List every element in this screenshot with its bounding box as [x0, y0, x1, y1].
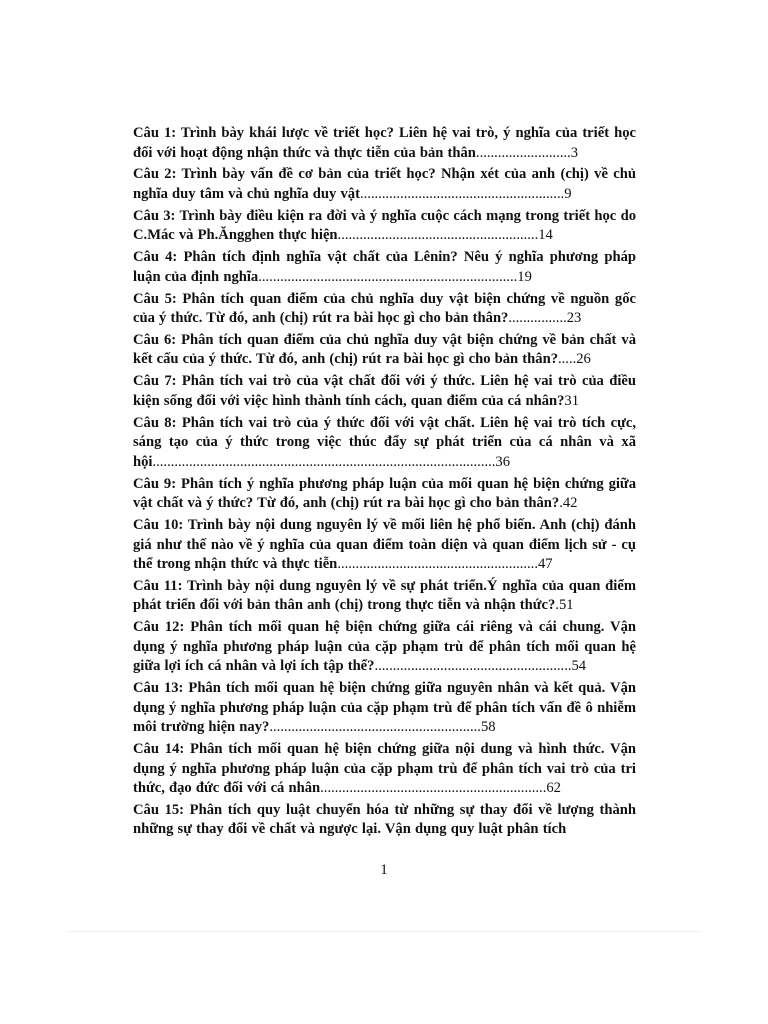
- toc-entry-title: Câu 6: Phân tích quan điểm của chủ nghĩa duy vật biện chứng về bản chất và kết cấu của ý thức. Từ đó, anh (chị) rút ra bài học gì cho bản thân?: [133, 331, 636, 368]
- toc-leader-dots: .....: [558, 351, 577, 368]
- toc-page-number: 36: [495, 453, 511, 470]
- toc-page-number: 42: [562, 495, 578, 512]
- toc-leader-dots: ................: [508, 310, 567, 327]
- toc-entry[interactable]: [133, 516, 636, 575]
- toc-entry[interactable]: [133, 679, 636, 738]
- toc-entry-title: Câu 11: Trình bày nội dung nguyên lý về sự phát triển.Ý nghĩa của quan điểm phát triển đối với bản thân anh (chị) trong thực tiễn và nhận thức?: [133, 577, 636, 614]
- toc-entry-title: Câu 8: Phân tích vai trò của ý thức đối với vật chất. Liên hệ vai trò tích cực, sáng tạo của ý thức trong việc thúc đẩy sự phát triển của cá nhân và xã hội: [133, 414, 636, 470]
- toc-entry[interactable]: [133, 740, 636, 799]
- toc-leader-dots: ..........................: [475, 144, 571, 161]
- toc-entry[interactable]: [133, 801, 636, 840]
- toc-page-number: 19: [517, 268, 532, 285]
- toc-entry[interactable]: [133, 290, 636, 329]
- toc-entry[interactable]: [133, 577, 636, 616]
- toc-entry-title: Câu 10: Trình bày nội dung nguyên lý về mối liên hệ phổ biến. Anh (chị) đánh giá như thế nào về ý nghĩa của quan điểm toàn diện và quan điểm lịch sử - cụ thể trong nhận thức và thực tiễn: [133, 517, 636, 573]
- toc-entry-title: Câu 5: Phân tích quan điểm của chủ nghĩa duy vật biện chứng về nguồn gốc của ý thức. Từ đó, anh (chị) rút ra bài học gì cho bản thân?: [133, 290, 636, 327]
- toc-leader-dots: ..........................................................: [269, 719, 481, 736]
- toc-entry-title: Câu 15: Phân tích quy luật chuyển hóa từ những sự thay đổi về lượng thành những sự thay đổi về chất và ngược lại. Vận dụng quy luật phân tích: [133, 801, 636, 838]
- toc-leader-dots: ........................................................: [359, 185, 565, 202]
- toc-leader-dots: .: [559, 495, 563, 512]
- toc-leader-dots: ......................................................: [374, 658, 572, 675]
- toc-leader-dots: ..............................................................: [320, 780, 547, 797]
- toc-leader-dots: ..............................................................................................: [152, 453, 496, 470]
- toc-leader-dots: .......................................................: [337, 556, 538, 573]
- toc-entry[interactable]: [133, 124, 636, 163]
- toc-page-number: 31: [564, 392, 580, 409]
- toc-entry[interactable]: [133, 475, 636, 514]
- page-bottom-divider: [68, 931, 700, 932]
- table-of-contents: [133, 124, 636, 842]
- toc-entry[interactable]: [133, 331, 636, 370]
- toc-entry[interactable]: [133, 165, 636, 204]
- toc-entry-title: Câu 9: Phân tích ý nghĩa phương pháp luận của mối quan hệ biện chứng giữa vật chất và ý thức? Từ đó, anh (chị) rút ra bài học gì cho bản thân?: [133, 475, 636, 512]
- toc-page-number: 54: [571, 658, 587, 675]
- toc-entry[interactable]: [133, 207, 636, 246]
- toc-entry-title: Câu 3: Trình bày điều kiện ra đời và ý nghĩa cuộc cách mạng trong triết học do C.Mác và Ph.Ăngghen thực hiện: [133, 207, 636, 244]
- toc-page-number: 51: [558, 597, 574, 614]
- toc-page-number: 47: [537, 556, 553, 573]
- page-number: 1: [380, 862, 388, 878]
- toc-entry-title: Câu 13: Phân tích mối quan hệ biện chứng giữa nguyên nhân và kết quả. Vận dụng ý nghĩa phương pháp luận của cặp phạm trù để phân tích vấn đề ô nhiễm môi trường hiện nay?: [133, 680, 636, 736]
- toc-entry[interactable]: [133, 414, 636, 473]
- toc-entry-title: Câu 7: Phân tích vai trò của vật chất đối với ý thức. Liên hệ vai trò của điều kiện sống đối với việc hình thành tính cách, quan điểm của cá nhân?: [133, 373, 636, 409]
- toc-page-number: 26: [576, 351, 591, 368]
- toc-page-number: 62: [546, 780, 561, 797]
- toc-entry-title: Câu 12: Phân tích mối quan hệ biện chứng giữa cái riêng và cái chung. Vận dụng ý nghĩa phương pháp luận của cặp phạm trù để phân tích mối quan hệ giữa lợi ích cá nhân và lợi ích tập thể?: [133, 619, 636, 675]
- toc-entry[interactable]: [133, 248, 636, 287]
- toc-page-number: 23: [566, 310, 582, 327]
- toc-entry-title: Câu 2: Trình bày vấn đề cơ bản của triết học? Nhận xét của anh (chị) về chủ nghĩa duy tâm và chủ nghĩa duy vật: [133, 166, 636, 202]
- toc-entry-title: Câu 4: Phân tích định nghĩa vật chất của Lênin? Nêu ý nghĩa phương pháp luận của định nghĩa: [133, 249, 636, 285]
- toc-entry-title: Câu 14: Phân tích mối quan hệ biện chứng giữa nội dung và hình thức. Vận dụng ý nghĩa phương pháp luận của cặp phạm trù để phân tích vai trò của tri thức, đạo đức đối với cá nhân: [133, 741, 636, 797]
- toc-leader-dots: .......................................................: [337, 227, 539, 244]
- toc-leader-dots: .......................................................................: [258, 268, 518, 285]
- toc-entry[interactable]: [133, 618, 636, 677]
- toc-page-number: 58: [480, 719, 496, 736]
- toc-page-number: 9: [564, 185, 572, 202]
- toc-page-number: 14: [538, 227, 553, 244]
- toc-entry-title: Câu 1: Trình bày khái lược về triết học? Liên hệ vai trò, ý nghĩa của triết học đối với hoạt động nhận thức và thực tiễn của bản thân: [133, 125, 636, 161]
- toc-leader-dots: .: [555, 597, 559, 614]
- toc-entry[interactable]: [133, 372, 636, 411]
- toc-page-number: 3: [570, 144, 579, 161]
